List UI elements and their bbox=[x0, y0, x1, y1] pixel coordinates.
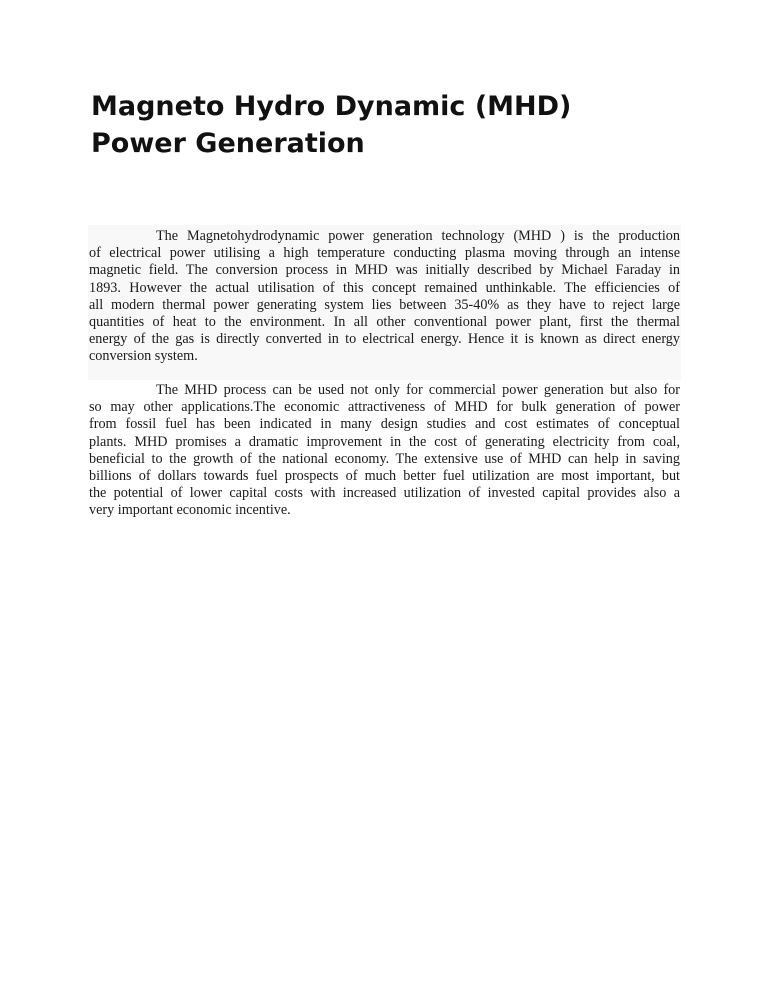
paragraph-line: very important economic incentive. bbox=[89, 502, 291, 519]
title-line-2: Power Generation bbox=[91, 128, 365, 159]
paragraph-line: The Magnetohydrodynamic power generation technology (MHD ) is the production bbox=[156, 228, 680, 244]
paragraph-line: the potential of lower capital costs with increased utilization of invested capital provides also a bbox=[89, 485, 680, 502]
paragraph-line: 1893. However the actual utilisation of this concept remained unthinkable. The efficiencies of bbox=[89, 279, 680, 296]
paragraph-line: so may other applications.The economic attractiveness of MHD for bulk generation of power bbox=[89, 399, 680, 416]
paragraph-line: beneficial to the growth of the national economy. The extensive use of MHD can help in saving bbox=[89, 450, 680, 467]
paragraph-line: The MHD process can be used not only for commercial power generation but also for bbox=[156, 382, 680, 398]
paragraph-line: energy of the gas is directly converted in to electrical energy. Hence it is known as direct energy bbox=[89, 331, 680, 348]
paragraph-line: plants. MHD promises a dramatic improvement in the cost of generating electricity from coal, bbox=[89, 433, 680, 450]
document-title bbox=[91, 88, 691, 162]
paragraph-line: magnetic field. The conversion process in MHD was initially described by Michael Faraday in bbox=[89, 262, 680, 279]
title-line-1: Magneto Hydro Dynamic (MHD) bbox=[91, 91, 572, 122]
paragraph-line: of electrical power utilising a high temperature conducting plasma moving through an intense bbox=[89, 245, 680, 262]
paragraph-line: all modern thermal power generating system lies between 35-40% as they have to reject large bbox=[89, 296, 680, 313]
paragraph-line: quantities of heat to the environment. In all other conventional power plant, first the thermal bbox=[89, 313, 680, 330]
paragraph-line: conversion system. bbox=[89, 348, 198, 365]
paragraph-line: billions of dollars towards fuel prospects of much better fuel utilization are most important, but bbox=[89, 467, 680, 484]
paragraph-line: from fossil fuel has been indicated in many design studies and cost estimates of conceptual bbox=[89, 416, 680, 433]
paragraph-1 bbox=[88, 225, 681, 380]
paragraph-2 bbox=[88, 382, 681, 520]
